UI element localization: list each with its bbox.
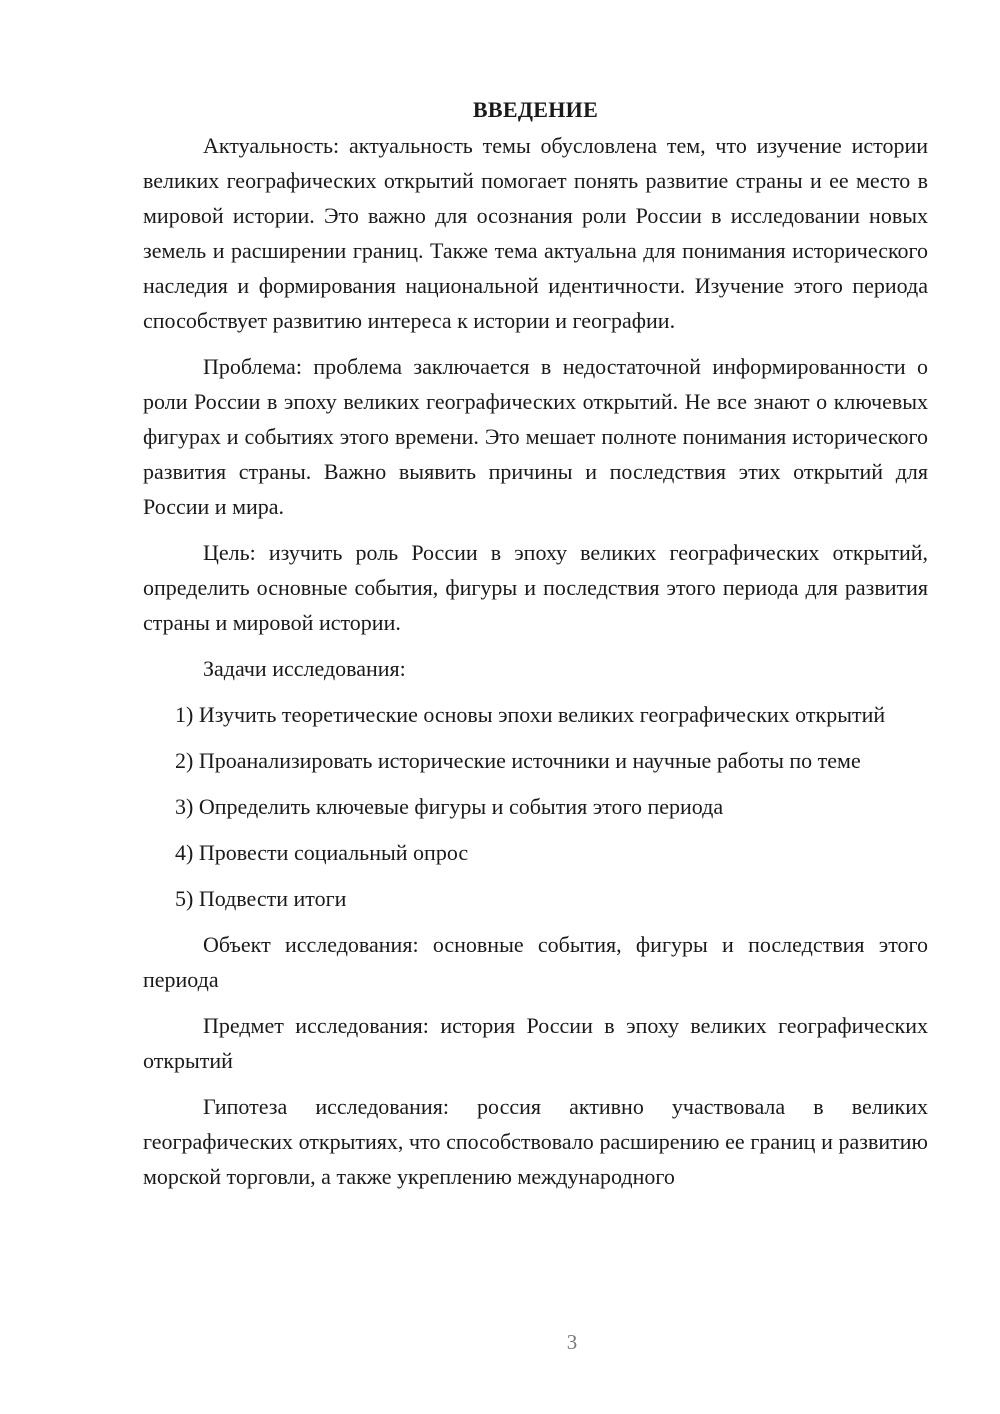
- paragraph-problem: Проблема: проблема заключается в недостаточной информированности о роли России в эпоху великих географических открытий. Не все знают о ключевых фигурах и событиях этого времени. Это мешает полноте понимания исторического развития страны. Важно выявить причины и последствия этих открытий для России и мира.: [143, 354, 928, 519]
- paragraph-relevance: Актуальность: актуальность темы обусловлена тем, что изучение истории великих географических открытий помогает понять развитие страны и ее место в мировой истории. Это важно для осознания роли России в исследовании новых земель и расширении границ. Также тема актуальна для понимания исторического наследия и формирования национальной идентичности. Изучение этого периода способствует развитию интереса к истории и географии.: [143, 133, 928, 333]
- document-page: [143, 92, 928, 1205]
- task-item-1: 1) Изучить теоретические основы эпохи великих географических открытий: [175, 702, 886, 727]
- paragraph-hypothesis: Гипотеза исследования: россия активно участвовала в великих географических открытиях, что способствовало расширению ее границ и развитию морской торговли, а также укреплению международного: [143, 1094, 928, 1189]
- task-item-2: 2) Проанализировать исторические источники и научные работы по теме: [175, 748, 861, 773]
- task-item-4: 4) Провести социальный опрос: [175, 840, 469, 865]
- paragraph-goal: Цель: изучить роль России в эпоху великих географических открытий, определить основные события, фигуры и последствия этого периода для развития страны и мировой истории.: [143, 540, 928, 635]
- task-item-3: 3) Определить ключевые фигуры и события этого периода: [175, 794, 724, 819]
- task-item-5: 5) Подвести итоги: [175, 886, 347, 911]
- paragraph-object: Объект исследования: основные события, фигуры и последствия этого периода: [143, 932, 928, 992]
- paragraph-subject: Предмет исследования: история России в эпоху великих географических открытий: [143, 1013, 928, 1073]
- page-number: 3: [566, 1330, 578, 1354]
- paragraph-tasks-heading: Задачи исследования:: [203, 656, 406, 681]
- section-title: ВВЕДЕНИЕ: [472, 97, 599, 122]
